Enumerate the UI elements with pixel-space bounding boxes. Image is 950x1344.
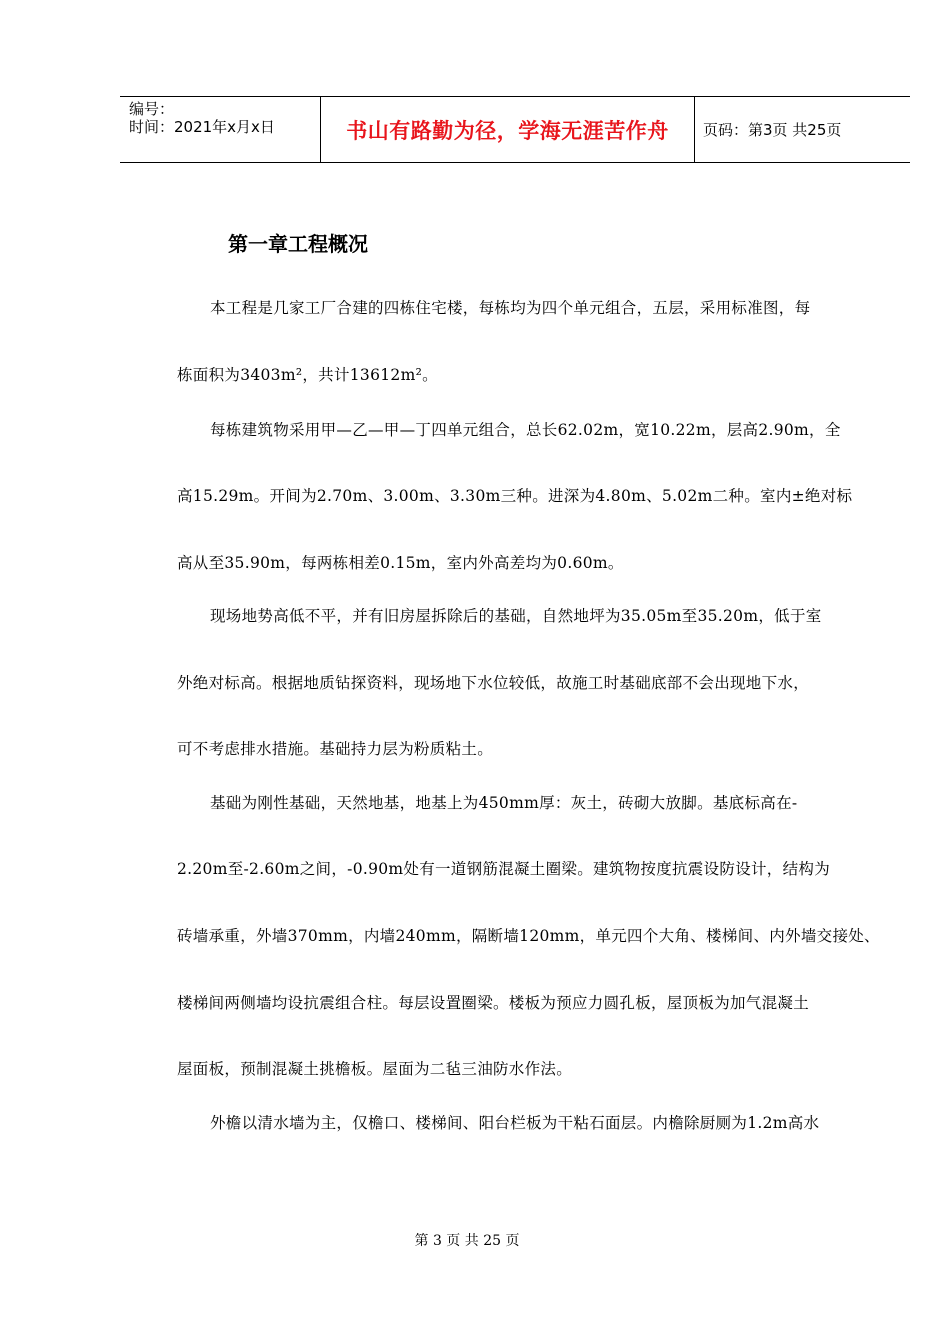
chapter-title: 第一章工程概况: [228, 232, 368, 256]
body-line: 外檐以清水墙为主，仅檐口、楼梯间、阳台栏板为干粘石面层。内檐除厨厕为1.2m高水: [210, 1114, 820, 1132]
page-header: [120, 96, 910, 163]
body-line: 2.20m至-2.60m之间，-0.90m处有一道钢筋混凝土圈梁。建筑物按度抗震设防设计，结构为: [177, 860, 831, 878]
body-line: 高从至35.90m，每两栋相差0.15m，室内外高差均为0.60m。: [177, 554, 624, 572]
page-footer: 第 3 页 共 25 页: [414, 1233, 520, 1249]
body-line: 现场地势高低不平，并有旧房屋拆除后的基础，自然地坪为35.05m至35.20m，低于室: [210, 607, 822, 625]
body-line: 屋面板，预制混凝土挑檐板。屋面为二毡三油防水作法。: [177, 1060, 573, 1078]
body-line: 砖墙承重，外墙370mm，内墙240mm，隔断墙120mm，单元四个大角、楼梯间、内外墙交接处、: [177, 927, 880, 945]
body-line: 栋面积为3403m²，共计13612m²。: [177, 366, 438, 384]
header-meta: [120, 97, 321, 162]
body-line: 每栋建筑物采用甲—乙—甲—丁四单元组合，总长62.02m，宽10.22m，层高2.90m，全: [210, 421, 841, 439]
body-line: 外绝对标高。根据地质钻探资料，现场地下水位较低，故施工时基础底部不会出现地下水，: [177, 674, 810, 692]
body-line: 高15.29m。开间为2.70m、3.00m、3.30m三种。进深为4.80m、5.02m二种。室内±绝对标: [177, 487, 853, 505]
time-label: 时间：2021年x月x日: [129, 118, 275, 136]
body-line: 本工程是几家工厂合建的四栋住宅楼，每栋均为四个单元组合，五层，采用标准图，每: [210, 299, 811, 317]
header-motto: 书山有路勤为径，学海无涯苦作舟: [321, 97, 695, 162]
body-line: 可不考虑排水措施。基础持力层为粉质粘土。: [177, 740, 494, 758]
header-page-label: 页码：第3页 共25页: [703, 121, 842, 139]
number-label: 编号：: [129, 100, 175, 118]
body-line: 基础为刚性基础，天然地基，地基上为450mm厚：灰土，砖砌大放脚。基底标高在-: [210, 794, 798, 812]
body-line: 楼梯间两侧墙均设抗震组合柱。每层设置圈梁。楼板为预应力圆孔板，屋顶板为加气混凝土: [177, 994, 810, 1012]
